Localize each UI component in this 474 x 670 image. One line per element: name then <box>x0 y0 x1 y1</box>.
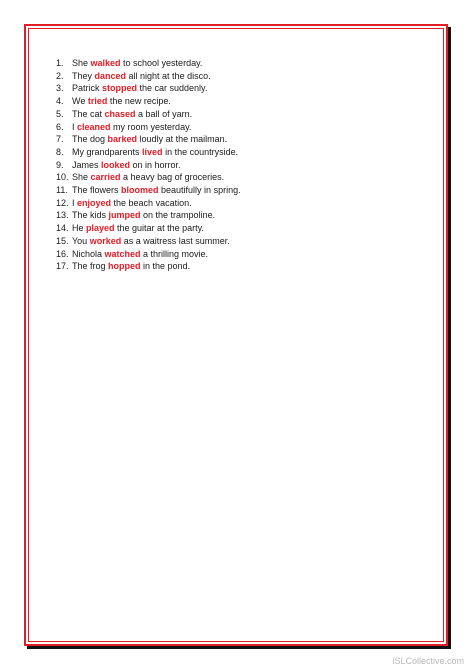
item-number: 12. <box>56 197 69 208</box>
list-item <box>56 171 241 184</box>
item-number: 9. <box>56 159 64 170</box>
sentence-end: the guitar at the party. <box>114 223 204 234</box>
item-number: 15. <box>56 235 69 246</box>
past-tense-verb: worked <box>89 235 122 246</box>
item-number: 17. <box>56 261 69 272</box>
list-item <box>56 209 241 222</box>
sentence-start: She <box>72 58 91 68</box>
sentence-start: The cat <box>72 108 105 119</box>
sentence-start: She <box>72 172 91 183</box>
sentence-start: The frog <box>72 261 109 272</box>
sentence-start: The flowers <box>72 185 122 196</box>
sentence-end: on in horror. <box>130 159 181 170</box>
past-tense-verb: tried <box>87 96 108 107</box>
item-number: 10. <box>56 172 69 183</box>
sentence-end: beautifully in spring. <box>158 185 241 196</box>
sentence-list <box>56 57 241 273</box>
past-tense-verb: hopped <box>108 261 141 272</box>
sentence-end: all night at the disco. <box>126 70 211 81</box>
sentence-end: loudly at the mailman. <box>137 134 228 145</box>
sentence-start: They <box>72 70 95 81</box>
list-item <box>56 57 241 70</box>
list-item <box>56 121 241 134</box>
list-item <box>56 235 241 248</box>
list-item <box>56 197 241 210</box>
list-item <box>56 133 241 146</box>
sentence-end: the new recipe. <box>107 96 171 107</box>
item-number: 6. <box>56 121 64 132</box>
sentence-start: James <box>72 159 102 170</box>
sentence-end: the beach vacation. <box>111 197 192 208</box>
item-number: 16. <box>56 248 69 259</box>
item-number: 1. <box>56 58 64 68</box>
sentence-start: We <box>72 96 88 107</box>
past-tense-verb: played <box>86 223 115 234</box>
sentence-end: on the trampoline. <box>140 210 216 221</box>
list-item <box>56 260 241 273</box>
past-tense-verb: danced <box>94 70 127 81</box>
sentence-end: as a waitress last summer. <box>121 235 230 246</box>
item-number: 2. <box>56 70 64 81</box>
list-item <box>56 159 241 172</box>
past-tense-verb: enjoyed <box>77 197 112 208</box>
item-number: 5. <box>56 108 64 119</box>
sentence-start: The dog <box>72 134 108 145</box>
sentence-start: Patrick <box>72 83 103 94</box>
past-tense-verb: barked <box>107 134 138 145</box>
sentence-end: my room yesterday. <box>110 121 192 132</box>
sentence-end: in the pond. <box>140 261 191 272</box>
sentence-start: My grandparents <box>72 146 143 157</box>
item-number: 4. <box>56 96 64 107</box>
item-number: 3. <box>56 83 64 94</box>
list-item <box>56 222 241 235</box>
item-number: 7. <box>56 134 64 145</box>
past-tense-verb: cleaned <box>77 121 111 132</box>
sentence-start: I <box>72 121 78 132</box>
list-item <box>56 82 241 95</box>
past-tense-verb: watched <box>104 248 141 259</box>
item-number: 8. <box>56 146 64 157</box>
sentence-end: the car suddenly. <box>137 83 208 94</box>
past-tense-verb: stopped <box>102 83 138 94</box>
sentence-end: a thrilling movie. <box>140 248 209 259</box>
past-tense-verb: carried <box>90 172 121 183</box>
past-tense-verb: chased <box>104 108 136 119</box>
sentence-start: I <box>72 197 78 208</box>
list-item <box>56 70 241 83</box>
watermark: iSLCollective.com <box>392 656 464 666</box>
list-item <box>56 146 241 159</box>
sentence-start: Nichola <box>72 248 105 259</box>
past-tense-verb: bloomed <box>121 185 159 196</box>
sentence-start: You <box>72 235 90 246</box>
sentence-end: to school yesterday. <box>120 58 203 68</box>
sentence-start: The kids <box>72 210 109 221</box>
item-number: 11. <box>56 185 68 196</box>
sentence-start: He <box>72 223 87 234</box>
list-item <box>56 95 241 108</box>
item-number: 13. <box>56 210 69 221</box>
past-tense-verb: jumped <box>108 210 141 221</box>
past-tense-verb: walked <box>90 58 121 68</box>
sentence-end: a ball of yarn. <box>135 108 193 119</box>
item-number: 14. <box>56 223 69 234</box>
past-tense-verb: looked <box>101 159 131 170</box>
sentence-end: a heavy bag of groceries. <box>120 172 225 183</box>
sentence-end: in the countryside. <box>162 146 239 157</box>
past-tense-verb: lived <box>142 146 163 157</box>
list-item <box>56 108 241 121</box>
list-item <box>56 184 241 197</box>
list-item <box>56 248 241 261</box>
